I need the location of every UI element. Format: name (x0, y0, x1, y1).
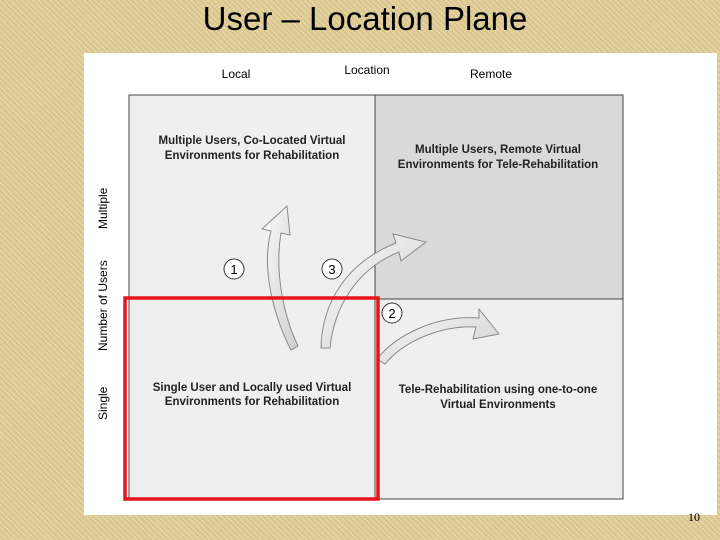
transition-marker-3-label: 3 (328, 262, 336, 277)
x-axis-title: Location (344, 63, 390, 77)
diagram-panel (84, 53, 717, 515)
slide-title: User – Location Plane (202, 0, 528, 37)
x-axis-right-label: Remote (469, 67, 513, 81)
quadrant-top-right-line-2: Environments for Tele-Rehabilitation (397, 159, 599, 171)
y-axis-bottom-label: Single (96, 386, 110, 420)
page-number: 10 (688, 510, 700, 524)
transition-marker-1-label: 1 (230, 262, 238, 277)
user-location-diagram (84, 53, 717, 515)
quadrant-bottom-right-line-1: Tele-Rehabilitation using one-to-one (398, 384, 598, 396)
quadrant-top-left-line-2: Environments for Rehabilitation (164, 150, 340, 162)
quadrant-top-right (375, 95, 623, 299)
y-axis-top-label: Multiple (96, 187, 110, 229)
quadrant-top-left-line-1: Multiple Users, Co-Located Virtual (158, 135, 346, 147)
quadrant-top-right-line-1: Multiple Users, Remote Virtual (415, 144, 581, 156)
quadrant-bottom-left-line-2: Environments for Rehabilitation (164, 396, 340, 408)
transition-marker-1 (224, 259, 244, 279)
x-axis-left-label: Local (221, 67, 251, 81)
transition-marker-3 (322, 259, 342, 279)
transition-marker-2-label: 2 (388, 306, 396, 321)
quadrant-bottom-right-line-2: Virtual Environments (440, 399, 556, 411)
y-axis-title: Number of Users (96, 260, 110, 351)
transition-marker-2 (382, 303, 402, 323)
quadrant-bottom-left-line-1: Single User and Locally used Virtual (152, 382, 352, 394)
